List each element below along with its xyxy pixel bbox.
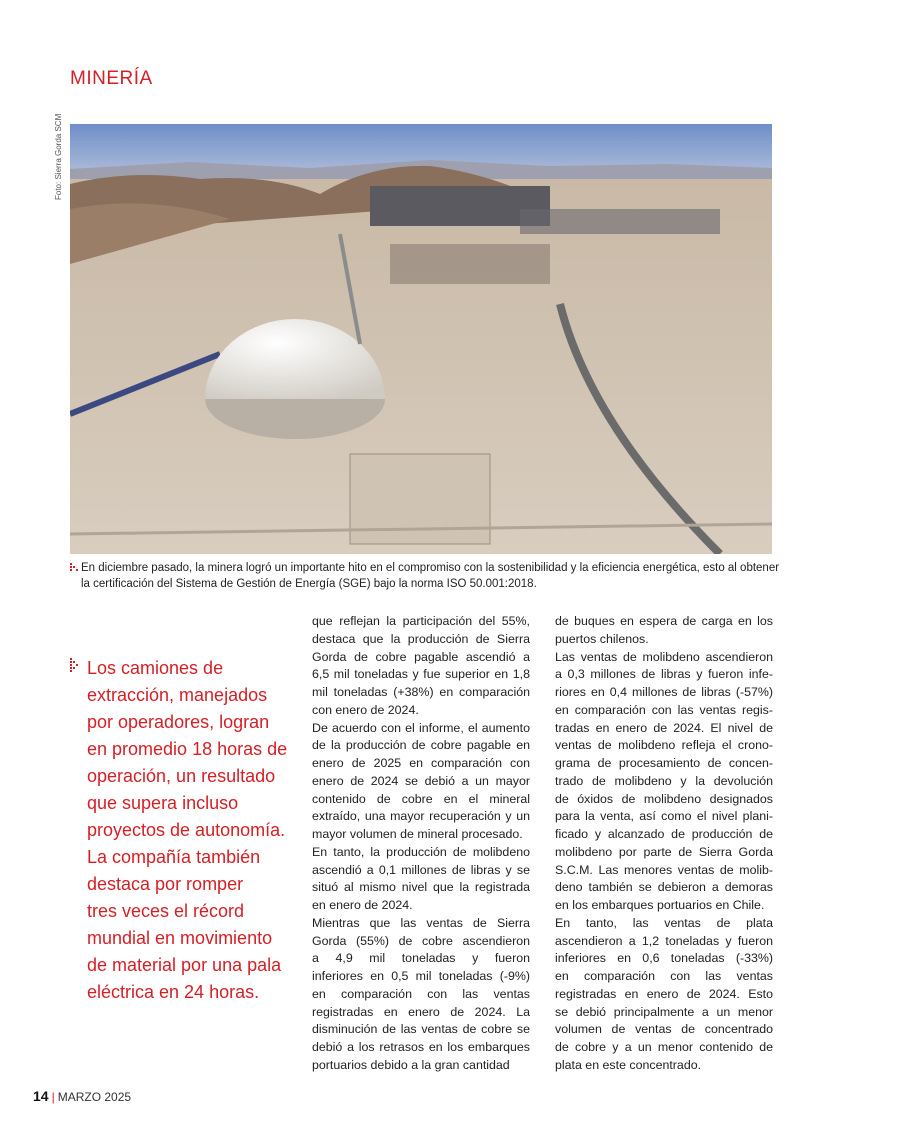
text-line: con enero de 2024. [312,702,419,717]
text-line: molibdeno por parte de Sierra Gorda [555,844,773,859]
text-line: grama de procesamiento de concen- [555,756,773,770]
mine-aerial-photo [70,124,772,554]
text-line: volumen de ventas de concentrado [555,1022,773,1037]
text-line: De acuerdo con el informe, el aumento [312,720,530,735]
text-line: en enero de 2024. [312,898,413,912]
text-line: a 0,3 millones de libras y fueron infe- [555,667,773,682]
text-line: ficado y alcanzado de producción de [555,827,773,841]
text-line: Las ventas de molibdeno ascendieron [555,649,773,664]
article-column-2 [555,613,773,1075]
footer-separator: | [51,1090,55,1104]
text-line: portuarios debido a la gran cantidad [312,1057,510,1072]
quote-dots-icon [70,658,78,672]
text-line: En tanto, la producción de molibdeno [312,844,530,859]
issue-date: MARZO 2025 [57,1090,132,1104]
text-line: enero de 2025 en comparación con [312,756,530,770]
paragraph [555,915,773,1075]
section-title: MINERÍA [70,68,153,89]
photo-caption [70,560,780,592]
pull-quote-line: por operadores, logran [87,712,270,732]
text-line: puertos chilenos. [555,631,649,646]
text-line: se debió principalmente a un menor [555,1004,773,1019]
page-number: 14 [33,1088,49,1104]
text-line: de cobre y a un menor contenido de [555,1040,773,1054]
text-line: trado de molibdeno y la devolución [555,773,773,788]
paragraph [312,720,530,844]
paragraph [312,915,530,1075]
pull-quote-line: Los camiones de [87,658,224,678]
text-line: de la producción de cobre pagable en [312,738,530,753]
pull-quote [87,655,302,1006]
caption-line: En diciembre pasado, la minera logró un importante hito en el compromiso con la sostenibilidad y la eficiencia energética, esto al obtener [81,562,780,574]
text-line: que reflejan la participación del 55%, [312,614,530,628]
page-footer [33,1088,131,1104]
text-line: riores en 0,4 millones de libras (-57%) [555,685,773,699]
text-line: deno también se debieron a demoras [555,880,773,895]
pull-quote-line: operación, un resultado [87,766,276,786]
text-line: Gorda (55%) de cobre ascendieron [312,933,530,948]
pull-quote-line: proyectos de autonomía. [87,820,286,840]
text-line: mil toneladas (+38%) en comparación [312,685,530,699]
caption-line: la certificación del Sistema de Gestión de Energía (SGE) bajo la norma ISO 50.001:2018. [81,578,537,590]
photo-credit: Foto: Sierra Gorda SCM [54,113,63,200]
text-line: En tanto, las ventas de plata [555,915,773,930]
pull-quote-line: extracción, manejados [87,685,268,705]
text-line: en comparación con las ventas [555,969,773,983]
text-line: registradas en enero de 2024. La [312,1004,530,1019]
text-line: plata en este concentrado. [555,1057,702,1072]
text-line: ascendió a 0,1 millones de libras y se [312,862,530,877]
text-line: situó al mismo nivel que la registrada [312,880,530,895]
text-line: disminución de las ventas de cobre se [312,1022,530,1037]
text-line: en comparación con las ventas regis- [555,702,773,717]
text-line: Mientras que las ventas de Sierra [312,915,530,930]
text-line: de buques en espera de carga en los [555,614,773,628]
text-line: inferiores en 0,6 toneladas (-33%) [555,951,773,966]
text-line: Gorda de cobre pagable ascendió a [312,649,530,664]
text-line: 6,5 mil toneladas y fue superior en 1,8 [312,667,530,682]
text-line: a 4,9 mil toneladas y fueron [312,951,530,966]
text-line: extraído, una mayor recuperación y un [312,809,530,824]
text-line: tradas en enero de 2024. El nivel de [555,720,773,735]
paragraph [555,649,773,915]
text-line: registradas en enero de 2024. Esto [555,986,773,1001]
paragraph [312,844,530,915]
text-line: enero de 2024 se debió a un mayor [312,773,530,788]
text-line: mayor volumen de mineral procesado. [312,827,523,841]
pull-quote-line: eléctrica en 24 horas. [87,982,260,1002]
article-column-1 [312,613,530,1075]
pull-quote-line: La compañía también [87,847,261,867]
pull-quote-line: tres veces el récord [87,901,245,921]
pull-quote-line: en promedio 18 horas de [87,739,288,759]
text-line: en comparación con las ventas [312,986,530,1001]
text-line: contenido de cobre en el mineral [312,791,530,806]
pull-quote-line: de material por una pala [87,955,282,975]
text-line: debió a los retrasos en los embarques [312,1040,530,1054]
text-line: en los embarques portuarios en Chile. [555,898,765,912]
pull-quote-line: destaca por romper [87,874,244,894]
text-line: para la venta, así como el nivel plani- [555,809,773,824]
pull-quote-line: mundial en movimiento [87,928,273,948]
text-line: ventas de molibdeno refleja el crono- [555,738,773,753]
text-line: de óxidos de molibdeno designados [555,791,773,806]
paragraph [555,613,773,649]
text-line: inferiores en 0,5 mil toneladas (-9%) [312,969,530,983]
text-line: ascendieron a 1,2 toneladas y fueron [555,933,773,948]
paragraph [312,613,530,720]
text-line: S.C.M. Las menores ventas de molib- [555,862,773,877]
pull-quote-line: que supera incluso [87,793,239,813]
text-line: destaca que la producción de Sierra [312,631,530,646]
bullet-dots-icon [70,563,78,571]
